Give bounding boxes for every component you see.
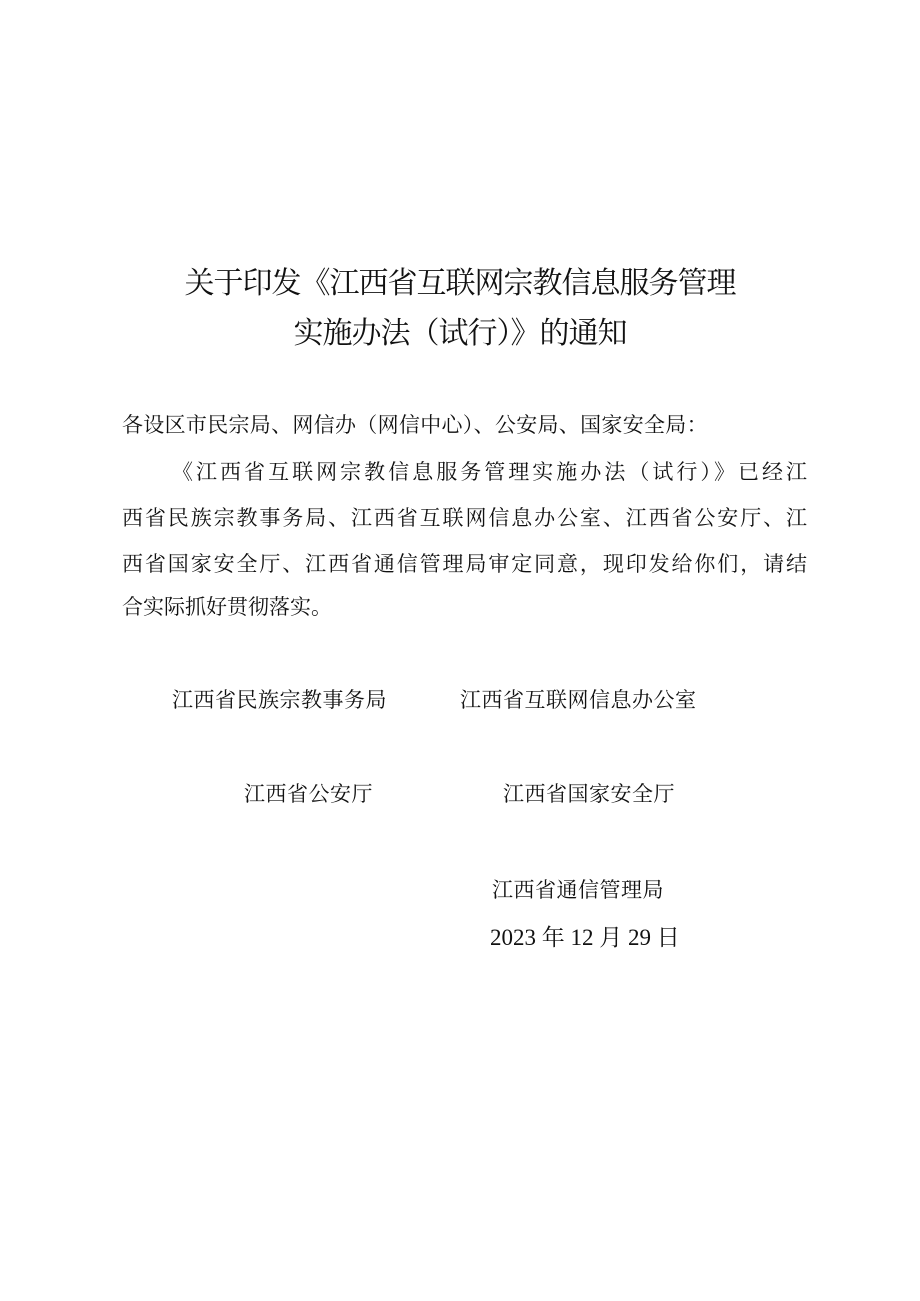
document-date: 2023 年 12 月 29 日 (490, 925, 680, 950)
body-text-line: 《江西省互联网宗教信息服务管理实施办法（试行）》已经江 (172, 460, 807, 484)
signatory-ethnic-religious-affairs: 江西省民族宗教事务局 (172, 688, 387, 712)
body-text-line: 西省国家安全厅、江西省通信管理局审定同意，现印发给你们，请结 (122, 552, 807, 576)
body-text-line: 西省民族宗教事务局、江西省互联网信息办公室、江西省公安厅、江 (122, 506, 807, 530)
document-title-line-1: 关于印发《江西省互联网宗教信息服务管理 (184, 266, 736, 301)
document-title-line-2: 实施办法（试行）》的通知 (293, 316, 627, 351)
signatory-communications-administration: 江西省通信管理局 (492, 878, 664, 902)
signatory-internet-information-office: 江西省互联网信息办公室 (460, 688, 697, 712)
signatory-public-security: 江西省公安厅 (244, 782, 373, 806)
signatory-state-security: 江西省国家安全厅 (503, 782, 675, 806)
body-text-line: 合实际抓好贯彻落实。 (122, 595, 332, 619)
salutation: 各设区市民宗局、网信办（网信中心）、公安局、国家安全局： (122, 413, 708, 437)
